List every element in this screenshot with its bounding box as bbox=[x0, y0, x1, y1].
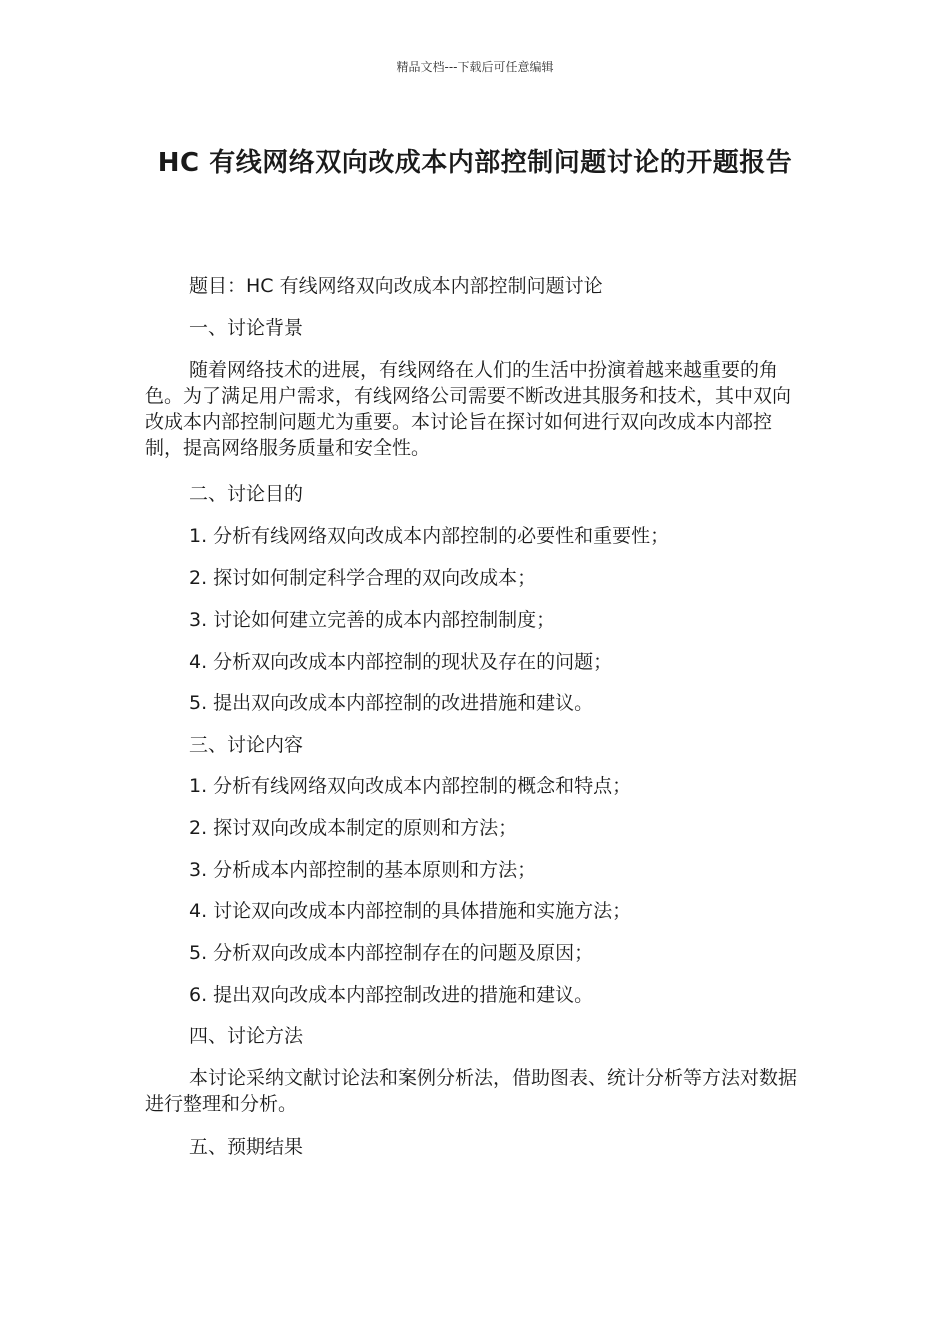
list-item: 3. 分析成本内部控制的基本原则和方法； bbox=[189, 859, 537, 881]
section-heading-content: 三、讨论内容 bbox=[189, 734, 304, 756]
list-item: 3. 讨论如何建立完善的成本内部控制制度； bbox=[189, 609, 556, 631]
section-heading-purpose: 二、讨论目的 bbox=[189, 483, 304, 505]
section-heading-background: 一、讨论背景 bbox=[189, 317, 304, 339]
subject-line: 题目：HC 有线网络双向改成本内部控制问题讨论 bbox=[189, 275, 603, 297]
background-paragraph: 随着网络技术的进展，有线网络在人们的生活中扮演着越来越重要的角色。为了满足用户需求，有线网络公司需要不断改进其服务和技术，其中双向改成本内部控制问题尤为重要。本讨论旨在探讨如何进行双向改成本内部控制，提高网络服务质量和安全性。 bbox=[145, 359, 792, 459]
list-item: 2. 探讨双向改成本制定的原则和方法； bbox=[189, 817, 518, 839]
list-item: 5. 提出双向改成本内部控制的改进措施和建议。 bbox=[189, 692, 594, 714]
list-item: 5. 分析双向改成本内部控制存在的问题及原因； bbox=[189, 942, 594, 964]
list-item: 1. 分析有线网络双向改成本内部控制的必要性和重要性； bbox=[189, 525, 670, 547]
list-item: 6. 提出双向改成本内部控制改进的措施和建议。 bbox=[189, 984, 594, 1006]
document-title: HC 有线网络双向改成本内部控制问题讨论的开题报告 bbox=[157, 148, 793, 178]
section-heading-method: 四、讨论方法 bbox=[189, 1025, 304, 1047]
list-item: 2. 探讨如何制定科学合理的双向改成本； bbox=[189, 567, 537, 589]
header-note: 精品文档---下载后可任意编辑 bbox=[396, 60, 554, 74]
list-item: 4. 分析双向改成本内部控制的现状及存在的问题； bbox=[189, 651, 613, 673]
list-item: 1. 分析有线网络双向改成本内部控制的概念和特点； bbox=[189, 775, 632, 797]
section-heading-expected: 五、预期结果 bbox=[189, 1136, 304, 1158]
method-paragraph: 本讨论采纳文献讨论法和案例分析法，借助图表、统计分析等方法对数据进行整理和分析。 bbox=[145, 1067, 798, 1115]
list-item: 4. 讨论双向改成本内部控制的具体措施和实施方法； bbox=[189, 900, 632, 922]
